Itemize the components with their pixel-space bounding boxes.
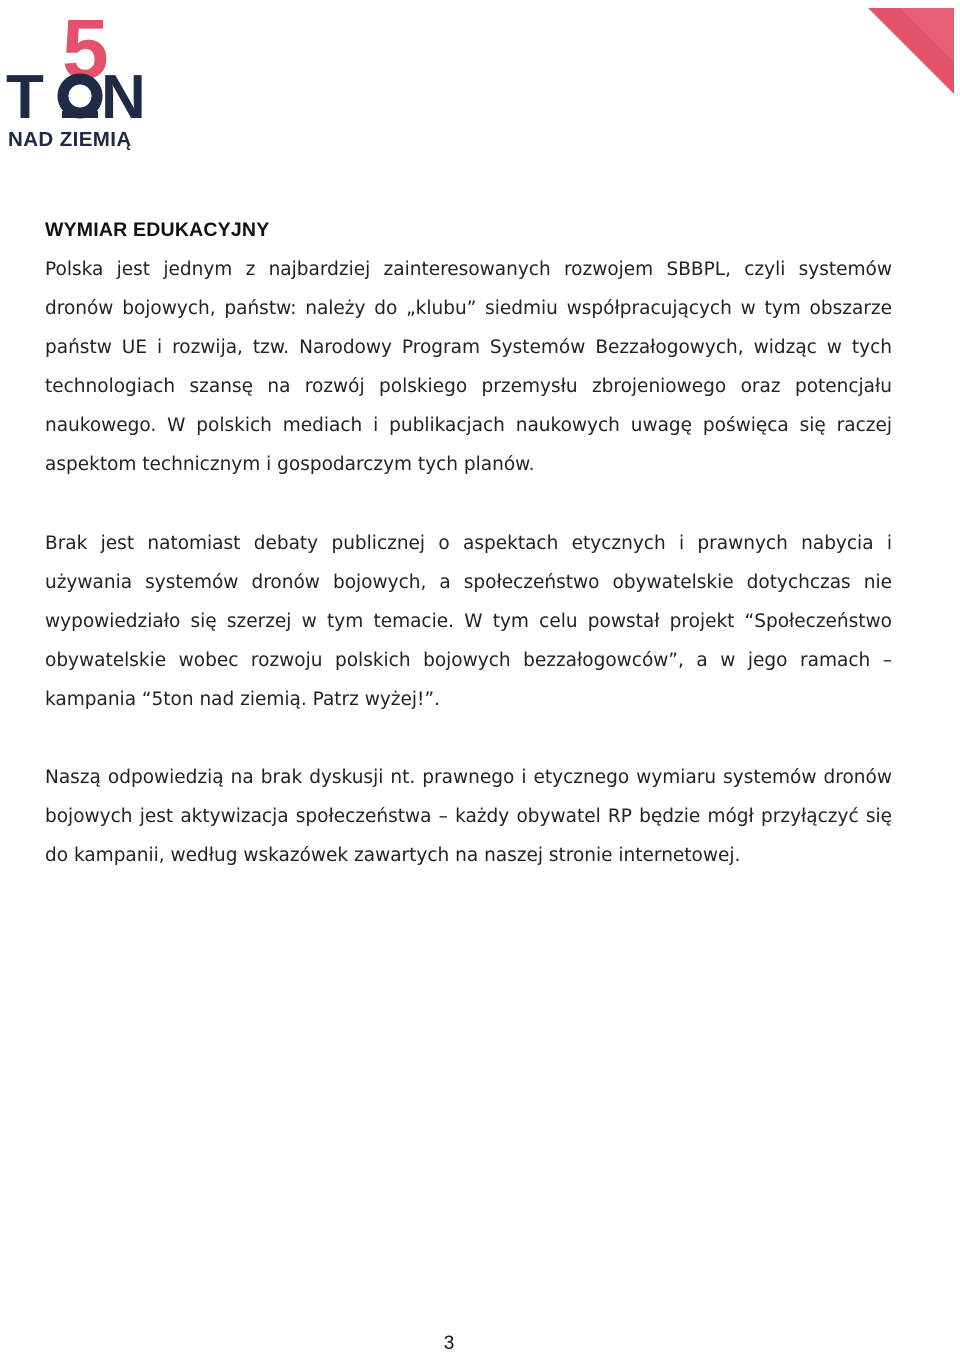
paragraph-2: Brak jest natomiast debaty publicznej o aspektach etycznych i prawnych nabycia i używania systemów dronów bojowych, a społeczeństwo obywatelskie dotychczas nie wypowiedziało się szerzej w tym temacie. W tym celu powstał projekt “Społeczeństwo obywatelskie wobec rozwoju polskich bojowych bezzałogowców”, a w jego ramach – kampania “5ton nad ziemią. Patrz wyżej!”. [45, 533, 892, 710]
logo-digit: 5 [62, 6, 109, 96]
paragraph-1: Polska jest jednym z najbardziej zainteresowanych rozwojem SBBPL, czyli systemów dronów bojowych, państw: należy do „klubu” siedmiu współpracujących w tym obszarze państw UE i rozwija, tzw. Narodowy Program Systemów Bezzałogowych, widząc w tych technologiach szansę na rozwój polskiego przemysłu zbrojeniowego oraz potencjału naukowego. W polskich mediach i publikacjach naukowych uwagę poświęca się raczej aspektom technicznym i gospodarczym tych planów. [45, 259, 892, 475]
logo-letter-n: N [101, 63, 146, 132]
page-number: 3 [443, 1333, 455, 1354]
document-body [45, 212, 892, 875]
logo-letter-o [63, 79, 97, 113]
logo-letter-t: T [6, 63, 44, 132]
corner-triangle-icon [868, 8, 954, 94]
logo-underline [62, 111, 98, 118]
logo-5ton-nad-ziemia [4, 6, 156, 152]
logo-subtitle: NAD ZIEMIĄ [8, 128, 132, 151]
section-heading: WYMIAR EDUKACYJNY [45, 219, 270, 241]
paragraph-3: Naszą odpowiedzią na brak dyskusji nt. prawnego i etycznego wymiaru systemów dronów bojowych jest aktywizacja społeczeństwa – każdy obywatel RP będzie mógł przyłączyć się do kampanii, według wskazówek zawartych na naszej stronie internetowej. [45, 767, 892, 866]
